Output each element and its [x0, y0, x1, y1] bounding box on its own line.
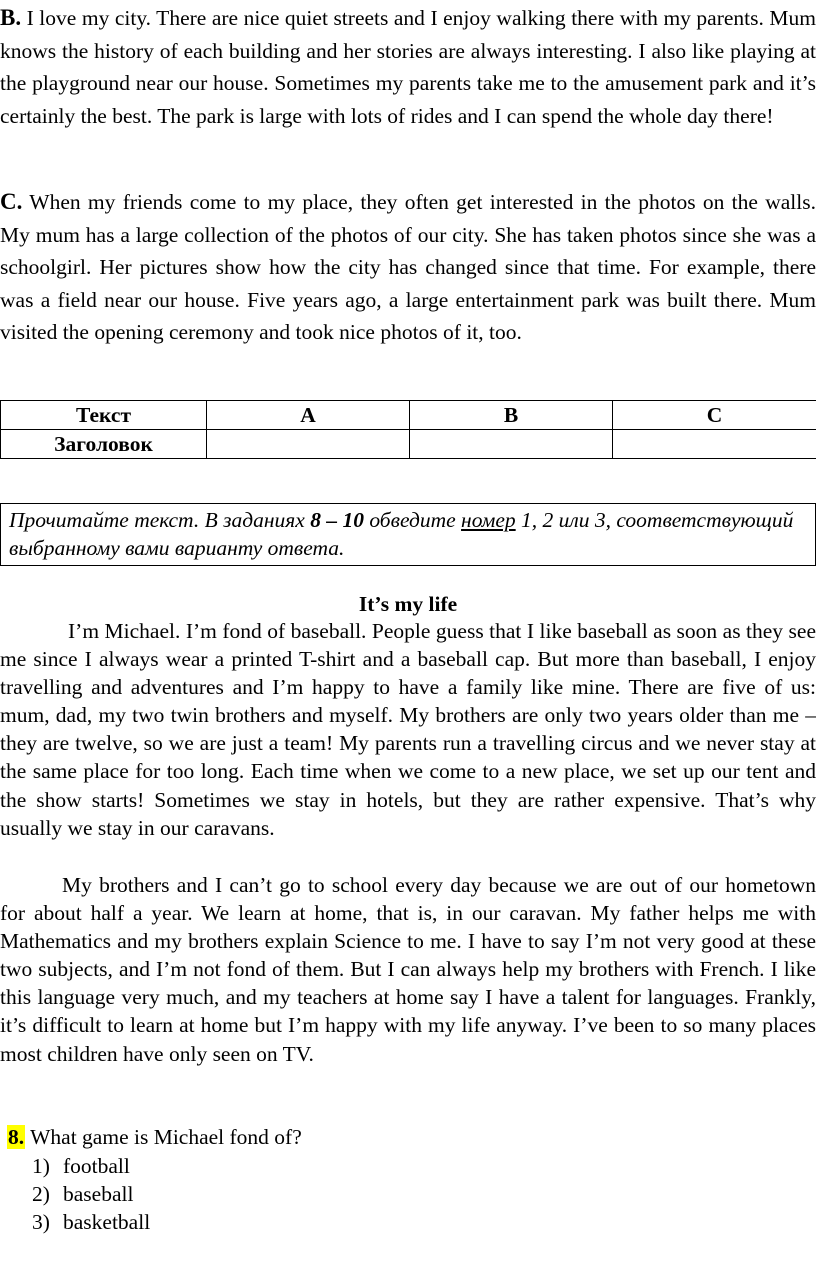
answer-option-2[interactable] — [32, 1180, 150, 1208]
table-col-b: B — [410, 401, 613, 430]
instruction-underlined: номер — [461, 508, 516, 532]
instruction-box — [0, 503, 816, 566]
answer-cell-a[interactable] — [207, 430, 410, 459]
answer-options — [32, 1152, 150, 1236]
option-number: 2) — [32, 1182, 50, 1206]
answer-cell-b[interactable] — [410, 430, 613, 459]
instruction-part2: обведите — [363, 508, 462, 532]
option-number: 3) — [32, 1210, 50, 1234]
instruction-part3: 1, 2 или 3, соответствующий выбранному вами варианту ответа. — [9, 508, 794, 560]
table-heading-label: Заголовок — [1, 430, 207, 459]
table-col-c: C — [613, 401, 816, 430]
question-number: 8. — [8, 1125, 25, 1149]
story-title: It’s my life — [358, 592, 458, 616]
table-col-a: A — [207, 401, 410, 430]
question-8 — [7, 1122, 302, 1152]
option-label: baseball — [63, 1182, 134, 1206]
table-text-label: Текст — [1, 401, 207, 430]
story-paragraph-2: My brothers and I can’t go to school every day because we are out of our hometown for about half a year. We learn at home, that is, in our caravan. My father helps me with Mathematics and my brothers explain Science to me. I have to say I’m not very good at these two subjects, and I’m not fond of them. But I can always help my brothers with French. I like this language very much, and my teachers at home say I have a talent for languages. Frankly, it’s difficult to learn at home but I’m happy with my life anyway. I’ve been to so many places most children have only seen on TV. — [0, 873, 816, 1066]
story-paragraph-1: I’m Michael. I’m fond of baseball. People guess that I like baseball as soon as they see me since I always wear a printed T-shirt and a baseball cap. But more than baseball, I enjoy travelling and adventures and I’m happy to have a family like mine. There are five of us: mum, dad, my two twin brothers and myself. My brothers are only two years older than me – they are twelve, so we are just a team! My parents run a travelling circus and we never stay at the same place for too long. Each time when we come to a new place, we set up our tent and the show starts! Sometimes we stay in hotels, but they are rather expensive. That’s why usually we stay in our caravans. — [0, 619, 816, 840]
matching-table — [0, 400, 816, 459]
option-number: 1) — [32, 1154, 50, 1178]
paragraph-c — [0, 186, 816, 349]
answer-option-1[interactable] — [32, 1152, 150, 1180]
question-text: What game is Michael fond of? — [30, 1125, 302, 1149]
answer-option-3[interactable] — [32, 1208, 150, 1236]
paragraph-c-text: When my friends come to my place, they often get interested in the photos on the walls. My mum has a large collection of the photos of our city. She has taken photos since she was a schoolgirl. Her pictures show how the city has changed since that time. For example, there was a field near our house. Five years ago, a large entertainment park was built there. Mum visited the opening ceremony and took nice photos of it, too. — [0, 190, 816, 344]
answer-cell-c[interactable] — [613, 430, 816, 459]
instruction-task-range: 8 – 10 — [310, 508, 364, 532]
paragraph-b-letter: B. — [0, 5, 22, 30]
table-answer-row — [1, 430, 816, 459]
option-label: basketball — [63, 1210, 151, 1234]
table-header-row — [1, 401, 816, 430]
instruction-part1: Прочитайте текст. В заданиях — [9, 508, 311, 532]
paragraph-b-text: I love my city. There are nice quiet streets and I enjoy walking there with my parents. Mum knows the history of each building and her stories are always interesting. I also like playing at the playground near our house. Sometimes my parents take me to the amusement park and it’s certainly the best. The park is large with lots of rides and I can spend the whole day there! — [0, 6, 816, 128]
paragraph-c-letter: C. — [0, 189, 23, 214]
paragraph-b — [0, 2, 816, 132]
option-label: football — [63, 1154, 130, 1178]
